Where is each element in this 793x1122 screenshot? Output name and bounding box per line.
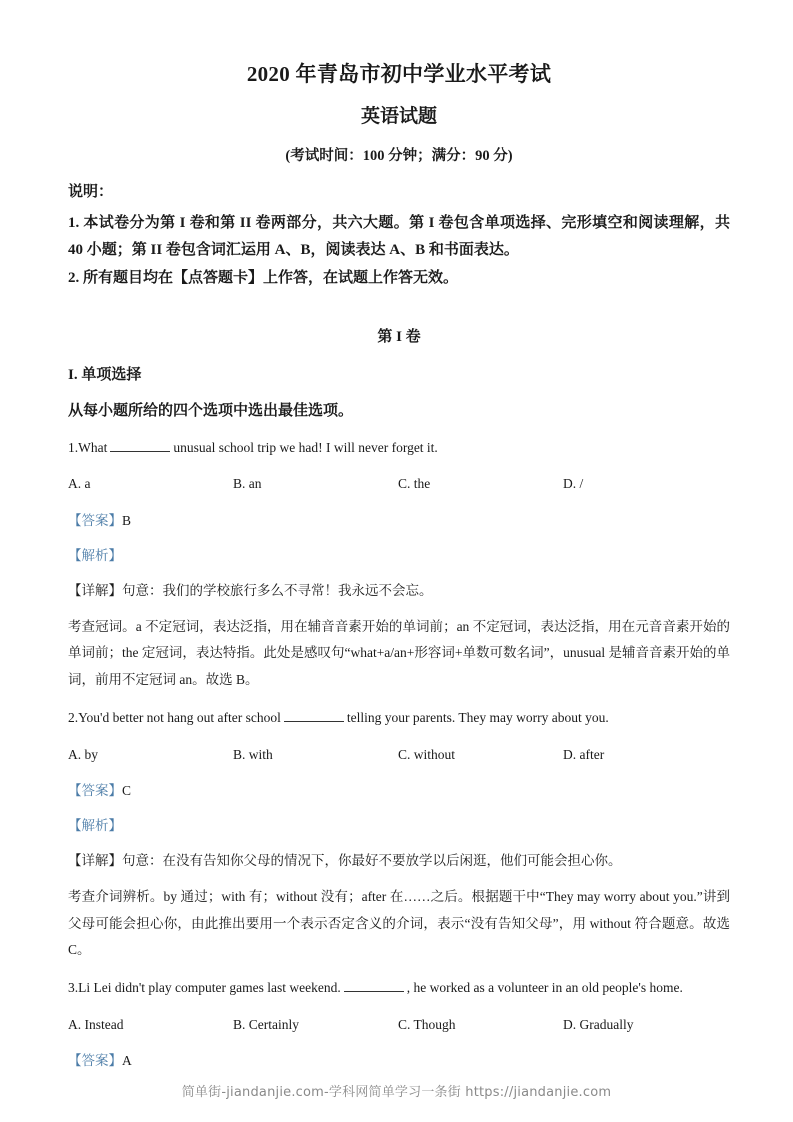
answer-blank [110, 439, 170, 451]
answer-tag: 【答案】 [68, 512, 122, 528]
instructions-item-2: 2. 所有题目均在【点答题卡】上作答，在试题上作答无效。 [68, 270, 459, 287]
option-a[interactable]: A. Instead [68, 1016, 124, 1032]
detail-line-2 [68, 851, 730, 872]
answer-line-1 [68, 511, 730, 531]
option-c[interactable]: C. Though [398, 1016, 456, 1032]
question-stem-2-before: 2.You'd better not hang out after school [68, 710, 281, 726]
instructions-block [68, 181, 730, 293]
option-c[interactable]: C. the [398, 476, 431, 492]
analysis-tag: 【解析】 [68, 547, 122, 563]
detail-text-1: 句意：我们的学校旅行多么不寻常！我永远不会忘。 [122, 583, 433, 599]
footer-watermark: 简单街-jiandanjie.com-学科网简单学习一条街 https://jiandanjie.com [181, 1085, 612, 1100]
answer-value-1: B [122, 512, 132, 528]
option-c[interactable]: C. without [398, 746, 456, 762]
detail-line-1 [68, 581, 730, 602]
option-a[interactable]: A. a [68, 476, 91, 492]
answer-tag: 【答案】 [68, 782, 122, 798]
analysis-line-1 [68, 546, 730, 566]
question-stem-3-after: , he worked as a volunteer in an old people's home. [406, 980, 683, 996]
question-block-1 [68, 437, 730, 693]
page-subtitle: 英语试题 [360, 105, 437, 127]
page-title: 2020 年青岛市初中学业水平考试 [246, 62, 552, 86]
question-block-2 [68, 707, 730, 963]
question-stem-2-after: telling your parents. They may worry about you. [346, 710, 609, 726]
question-stem-3 [68, 977, 730, 999]
analysis-line-2 [68, 816, 730, 836]
option-d[interactable]: D. Gradually [563, 1016, 634, 1032]
question-stem-1-before: 1.What [68, 439, 108, 455]
detail-tag: 【详解】 [68, 853, 122, 869]
answer-line-2 [68, 781, 730, 801]
option-a[interactable]: A. by [68, 746, 98, 762]
answer-blank [284, 710, 344, 722]
question-stem-1 [68, 437, 730, 459]
question-options-1 [68, 474, 730, 494]
explanation-text-2: 考查介词辨析。by 通过；with 有；without 没有；after 在……之后。根据题干中“They may worry about you.”讲到父母可能会担心你，由此推出要用一个表示否定含义的介词，表示“没有告知父母”，用 without 符合题意。故选 C。 [68, 889, 730, 957]
question-stem-3-before: 3.Li Lei didn't play computer games last weekend. [68, 980, 341, 996]
instructions-item-1: 1. 本试卷分为第 I 卷和第 II 卷两部分，共六大题。第 I 卷包含单项选择、完形填空和阅读理解，共 40 小题；第 II 卷包含词汇运用 A、B，阅读表达 A、B 和书面表达。 [68, 214, 730, 259]
question-options-2 [68, 745, 730, 765]
question-block-3 [68, 977, 730, 1071]
answer-blank [344, 980, 404, 992]
analysis-tag: 【解析】 [68, 818, 122, 834]
detail-text-2: 句意：在没有告知你父母的情况下，你最好不要放学以后闲逛，他们可能会担心你。 [122, 853, 622, 869]
answer-line-3 [68, 1051, 730, 1071]
question-stem-2 [68, 707, 730, 729]
answer-tag: 【答案】 [68, 1053, 122, 1069]
option-b[interactable]: B. Certainly [233, 1016, 299, 1032]
option-d[interactable]: D. / [563, 476, 584, 492]
answer-value-2: C [122, 782, 132, 798]
part-directions: 从每小题所给的四个选项中选出最佳选项。 [68, 403, 354, 420]
question-options-3 [68, 1015, 730, 1035]
instructions-heading: 说明： [68, 184, 114, 201]
option-d[interactable]: D. after [563, 746, 605, 762]
option-b[interactable]: B. an [233, 476, 262, 492]
paper-section-title: 第 I 卷 [377, 328, 421, 345]
explanation-text-1: 考查冠词。a 不定冠词，表达泛指，用在辅音音素开始的单词前；an 不定冠词，表达泛指，用在元音音素开始的单词前；the 定冠词，表达特指。此处是感叹句“what+a/an+形容词+单数可数名词”，unusual 是辅音音素开始的单词，前用不定冠词 an。故选 B。 [68, 619, 730, 687]
exam-info: (考试时间：100 分钟；满分：90 分) [285, 148, 513, 165]
part-label: I. 单项选择 [68, 366, 142, 383]
question-stem-1-after: unusual school trip we had! I will never forget it. [173, 439, 438, 455]
detail-tag: 【详解】 [68, 583, 122, 599]
answer-value-3: A [122, 1053, 132, 1069]
option-b[interactable]: B. with [233, 746, 273, 762]
